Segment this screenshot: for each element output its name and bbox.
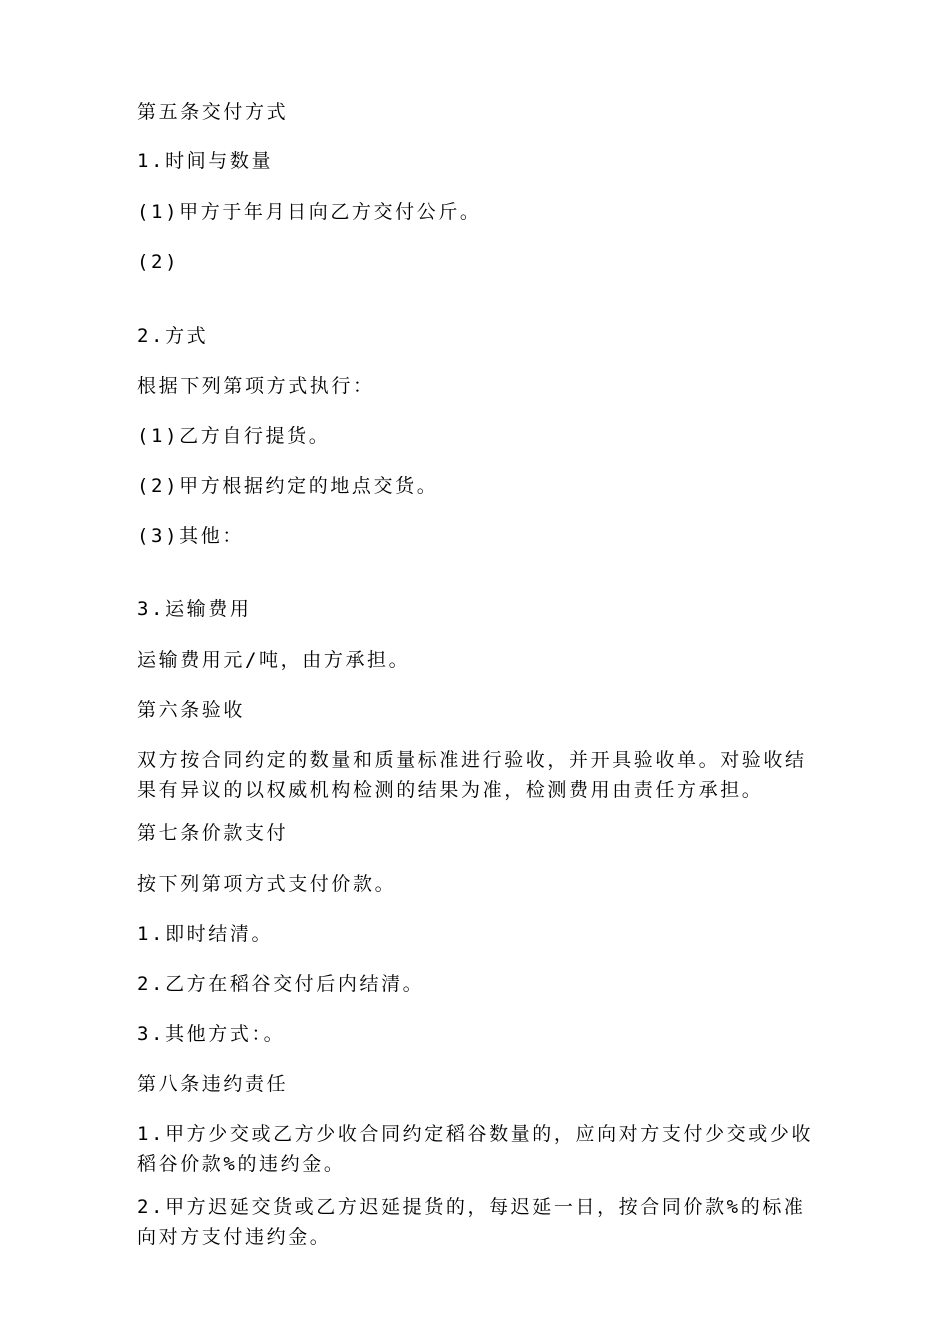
- method-option-3: (3)其他：: [137, 525, 244, 547]
- payment-option-3: 3.其他方式：。: [137, 1023, 286, 1045]
- section-time-and-quantity: 1.时间与数量: [137, 150, 274, 172]
- article-8-heading: 第八条违约责任: [137, 1073, 289, 1095]
- article-7-heading: 第七条价款支付: [137, 822, 289, 844]
- liability-clause-2: 2.甲方迟延交货或乙方迟延提货的，每迟延一日，按合同价款%的标准向对方支付违约金。: [137, 1196, 806, 1248]
- method-option-2: (2)甲方根据约定的地点交货。: [137, 475, 439, 497]
- method-intro: 根据下列第项方式执行：: [137, 375, 375, 397]
- payment-intro: 按下列第项方式支付价款。: [137, 873, 397, 895]
- article-5-heading: 第五条交付方式: [137, 101, 289, 123]
- article-6-heading: 第六条验收: [137, 699, 246, 721]
- payment-option-2: 2.乙方在稻谷交付后内结清。: [137, 973, 425, 995]
- section-transport-cost: 3.运输费用: [137, 598, 252, 620]
- delivery-item-2: (2): [137, 251, 180, 273]
- liability-clause-1: 1.甲方少交或乙方少收合同约定稻谷数量的，应向对方支付少交或少收稻谷价款%的违约金。: [137, 1123, 814, 1175]
- section-method: 2.方式: [137, 325, 209, 347]
- inspection-paragraph: 双方按合同约定的数量和质量标准进行验收，并开具验收单。对验收结果有异议的以权威机构检测的结果为准，检测费用由责任方承担。: [137, 749, 807, 801]
- method-option-1: (1)乙方自行提货。: [137, 425, 331, 447]
- transport-cost-text: 运输费用元/吨，由方承担。: [137, 649, 411, 671]
- payment-option-1: 1.即时结清。: [137, 923, 274, 945]
- delivery-item-1: (1)甲方于年月日向乙方交付公斤。: [137, 201, 482, 223]
